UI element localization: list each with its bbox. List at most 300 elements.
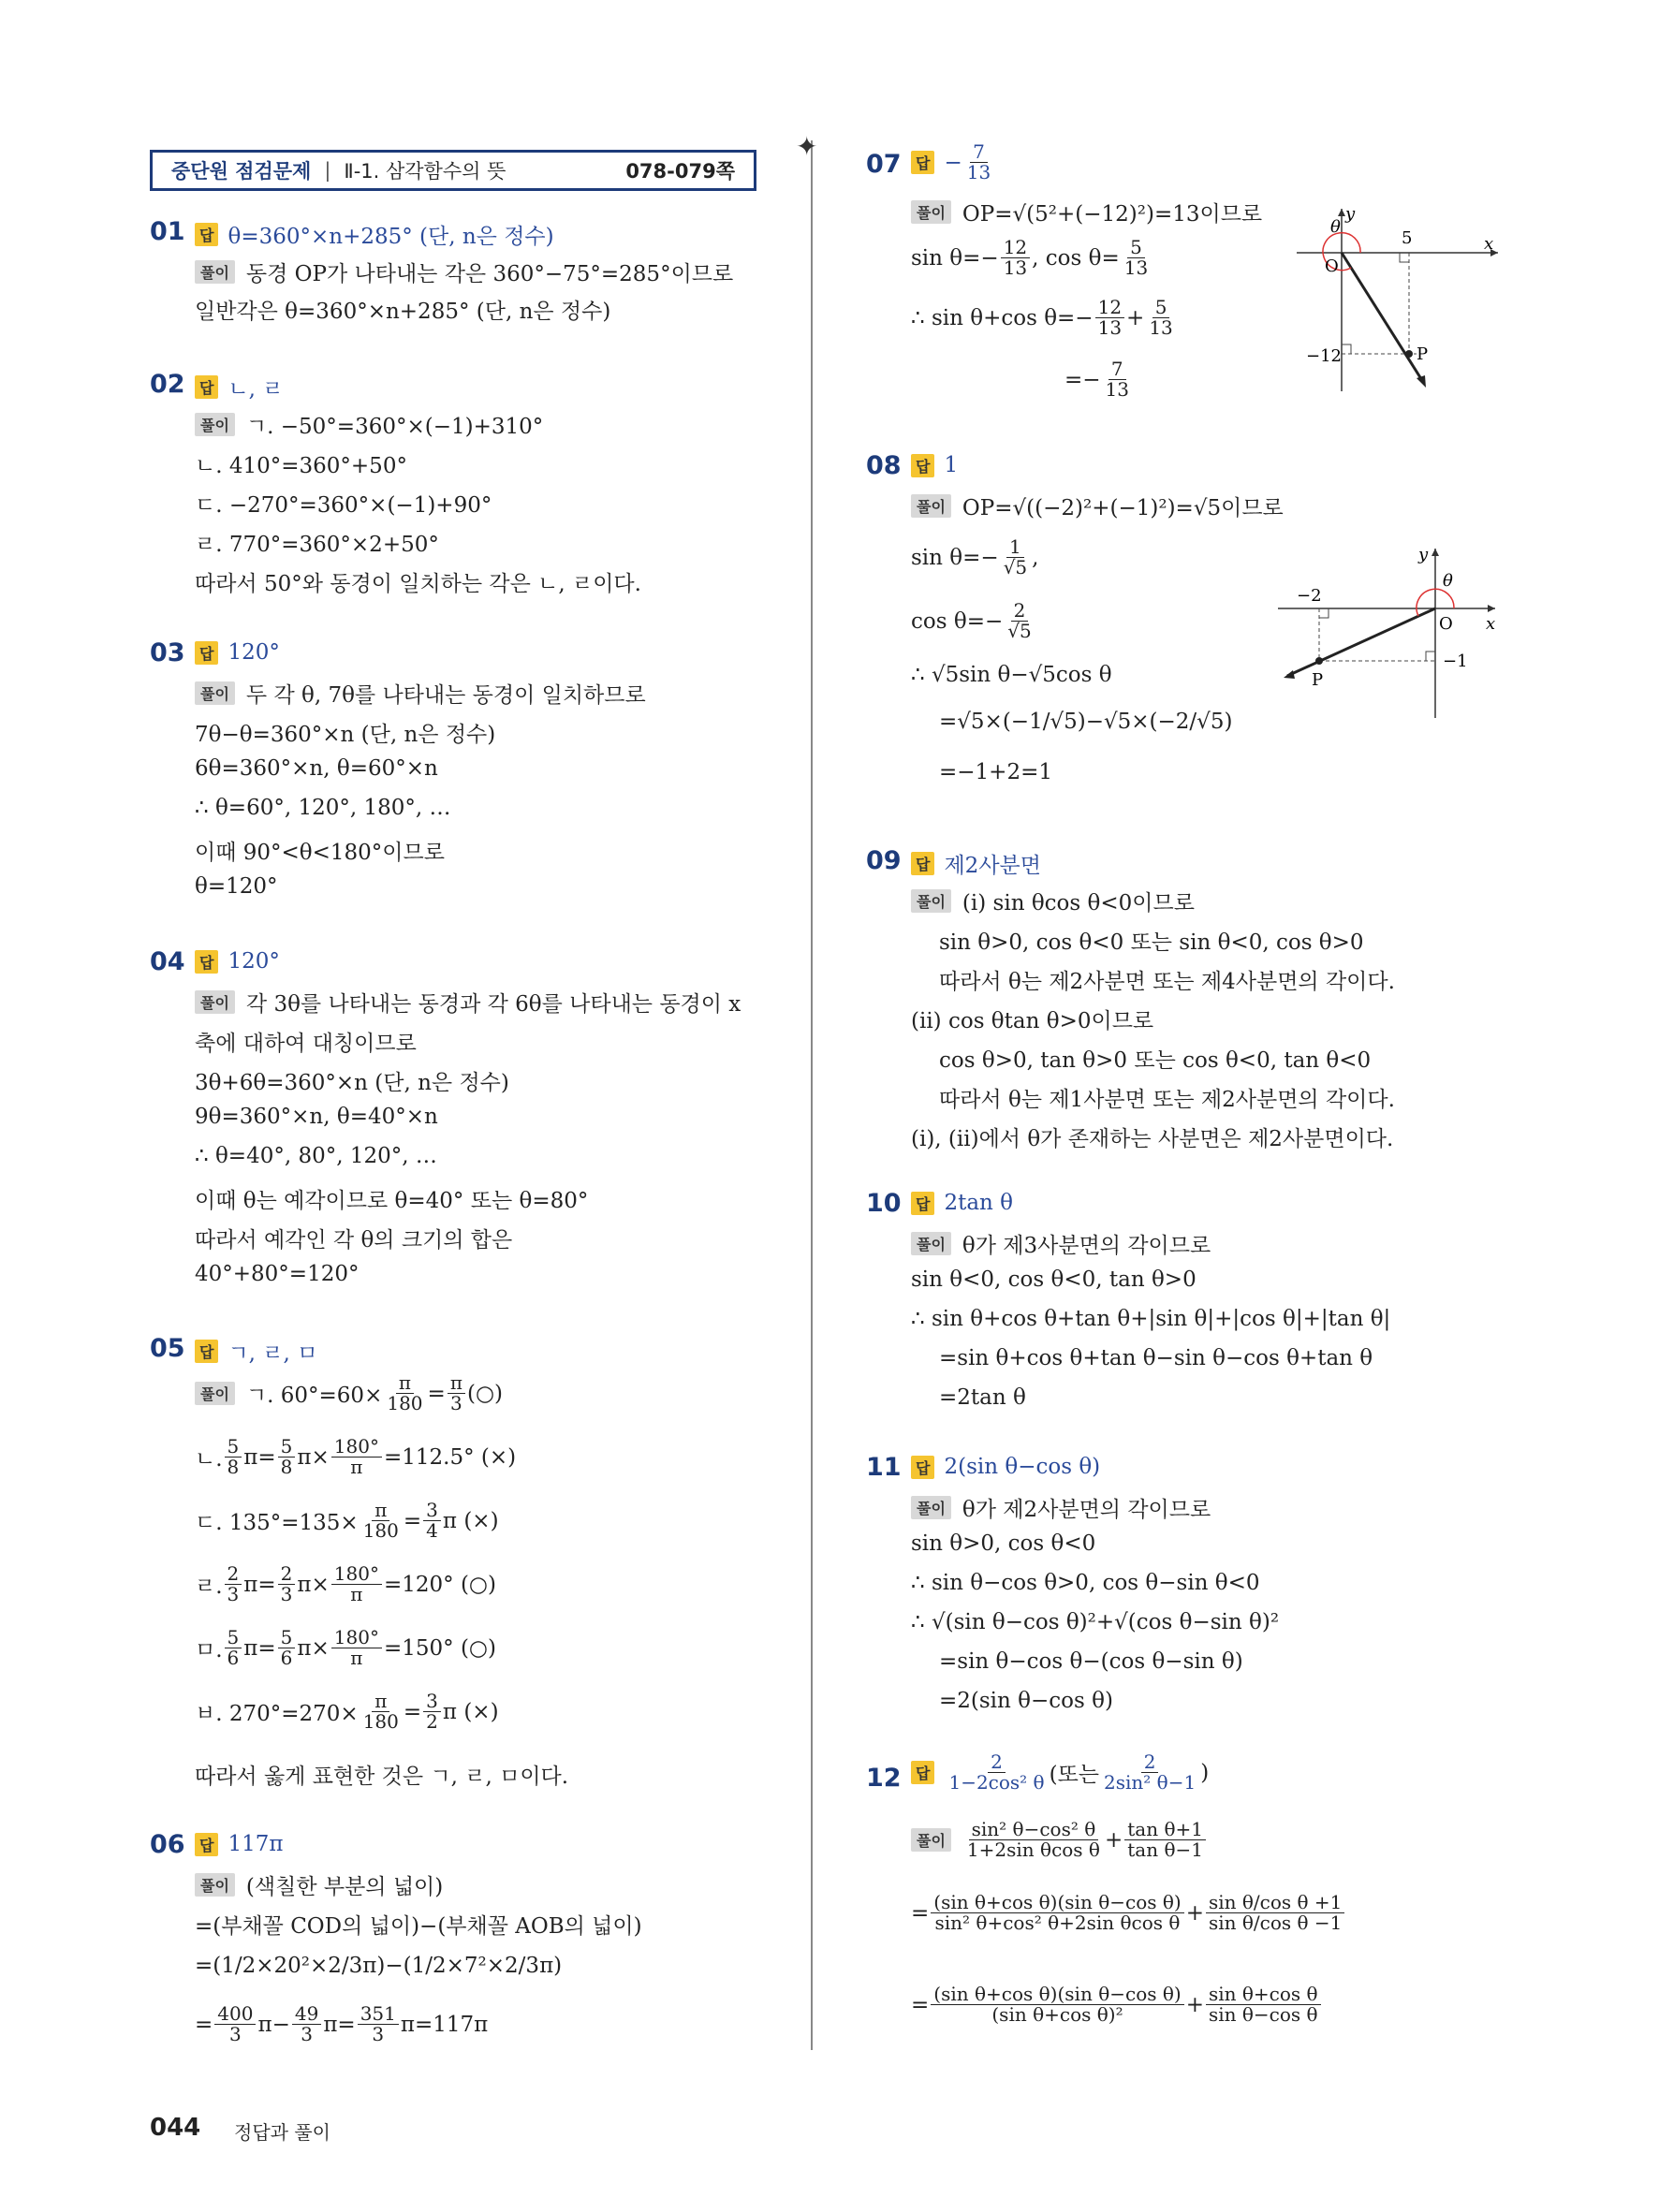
text: = (403, 1508, 422, 1533)
solution-line: θ=120° (195, 874, 278, 899)
text: = (911, 1900, 930, 1926)
solution-line: sin θ>0, cos θ<0 (911, 1531, 1096, 1556)
text: θ가 제2사분면의 각이므로 (962, 1498, 1211, 1522)
answer (911, 1455, 1100, 1479)
fraction (931, 1893, 1183, 1933)
denominator: 3 (280, 1583, 293, 1605)
right-angle-mark (1400, 253, 1409, 262)
text: ㄹ. (195, 1575, 223, 1599)
solution-line (911, 1893, 1346, 1933)
text: (○) (466, 1381, 503, 1406)
denominator: sin² θ+cos² θ+2sin θcos θ (934, 1912, 1181, 1934)
coordinate-figure (1278, 545, 1503, 723)
denominator: 3 (301, 2023, 313, 2045)
arrow-icon (1338, 209, 1345, 216)
denominator: π (350, 1456, 363, 1478)
answer-text: 2(sin θ−cos θ) (944, 1455, 1101, 1479)
header-separator: | (324, 159, 331, 182)
fraction (278, 1437, 296, 1477)
header-title: 중단원 점검문제 (171, 160, 312, 183)
problem-number: 06 (150, 1830, 185, 1859)
solution-line (911, 1985, 1323, 2025)
solution-line: cos θ>0, tan θ>0 또는 cos θ<0, tan θ<0 (939, 1048, 1372, 1073)
denominator: 2 (426, 1710, 438, 1733)
problem-number: 09 (866, 846, 902, 875)
solution-tag: 풀이 (911, 1496, 951, 1519)
numerator: 5 (225, 1628, 242, 1648)
solution-tag: 풀이 (911, 1828, 951, 1852)
denominator: 8 (227, 1456, 240, 1478)
solution-line (195, 678, 646, 709)
text: π= (323, 2012, 356, 2037)
numerator: 5 (278, 1437, 296, 1458)
denominator: 3 (450, 1392, 462, 1414)
solution-line: ㄹ. 770°=360°×2+50° (195, 533, 439, 557)
text: − (944, 150, 962, 175)
solution-line (911, 1492, 1211, 1523)
fraction (1103, 359, 1132, 400)
fraction (384, 1373, 425, 1414)
text: 두 각 θ, 7θ를 나타내는 동경이 일치하므로 (245, 683, 646, 708)
fraction (278, 1564, 296, 1604)
text: = (403, 1699, 422, 1724)
fraction (964, 142, 993, 183)
text: =− (1064, 367, 1101, 392)
solution-line (1064, 359, 1134, 400)
solution-line: 40°+80°=120° (195, 1262, 360, 1286)
denominator: 1−2cos² θ (948, 1771, 1045, 1794)
fraction (358, 2004, 399, 2044)
solution-line: sin θ<0, cos θ<0, tan θ>0 (911, 1267, 1197, 1292)
numerator: 180° (331, 1437, 382, 1458)
answer-text: 120° (228, 949, 280, 974)
denominator: 180 (362, 1710, 399, 1733)
text: , (1032, 545, 1039, 570)
fraction (1005, 601, 1034, 641)
fraction (225, 1564, 242, 1604)
solution-line (911, 197, 1262, 227)
coordinate-figure (1297, 204, 1503, 391)
answer (911, 453, 958, 477)
text: OP=√(5²+(−12)²)=13이므로 (962, 202, 1263, 227)
solution-line: =−1+2=1 (939, 760, 1052, 784)
denominator: 13 (1097, 316, 1123, 339)
fraction (448, 1373, 465, 1414)
fraction (1122, 238, 1151, 278)
fraction (1095, 298, 1124, 338)
text: ㄱ. 60°=60× (245, 1384, 383, 1408)
solution-line (911, 298, 1178, 338)
numerator: 2 (988, 1752, 1006, 1773)
answer-text: 1 (944, 453, 959, 477)
text: θ가 제3사분면의 각이므로 (962, 1234, 1211, 1258)
text: ㄱ. −50°=360°×(−1)+310° (245, 415, 544, 439)
numerator: 1 (1006, 537, 1024, 558)
text: = (427, 1381, 446, 1406)
label-theta: θ (1330, 217, 1341, 237)
section-header (150, 150, 756, 191)
denominator: 6 (280, 1647, 293, 1669)
numerator: (sin θ+cos θ)(sin θ−cos θ) (931, 1985, 1183, 2005)
answer (195, 372, 284, 403)
denominator: 13 (966, 161, 991, 183)
text: + (1185, 1992, 1204, 2017)
denominator: π (350, 1647, 363, 1669)
label-theta: θ (1443, 571, 1453, 591)
text: sin θ=− (911, 245, 999, 271)
numerator: π (372, 1692, 389, 1712)
text: + (1104, 1827, 1123, 1853)
text: π× (297, 1635, 330, 1661)
answer-text: 117π (228, 1832, 284, 1856)
answer-tag: 답 (195, 1833, 218, 1856)
solution-line (911, 601, 1036, 641)
answer (911, 1752, 1209, 1793)
solution-line: 따라서 θ는 제1사분면 또는 제2사분면의 각이다. (939, 1088, 1395, 1112)
solution-line: 축에 대하여 대칭이므로 (195, 1032, 417, 1056)
text: , cos θ= (1032, 245, 1120, 271)
numerator: 5 (278, 1628, 296, 1648)
radius-op (1342, 253, 1423, 382)
numerator: 180° (331, 1564, 382, 1585)
text: cos θ=− (911, 608, 1004, 634)
answer-text: ㄴ, ㄹ (228, 377, 284, 402)
solution-tag: 풀이 (195, 260, 235, 284)
solution-line: =2tan θ (939, 1385, 1026, 1410)
text: π= (243, 1444, 276, 1470)
solution-line (911, 1228, 1211, 1259)
solution-tag: 풀이 (195, 1873, 235, 1897)
text: π× (297, 1572, 330, 1597)
text: + (1185, 1900, 1204, 1926)
answer-text: ㄱ, ㄹ, ㅁ (228, 1341, 318, 1366)
numerator: 49 (292, 2004, 321, 2025)
solution-line: 따라서 예각인 각 θ의 크기의 합은 (195, 1228, 513, 1252)
solution-line: 9θ=360°×n, θ=40°×n (195, 1105, 438, 1129)
solution-line: 따라서 옳게 표현한 것은 ㄱ, ㄹ, ㅁ이다. (195, 1765, 569, 1789)
numerator: 2 (1011, 601, 1029, 622)
column-divider (811, 140, 813, 2050)
text: ∴ sin θ+cos θ=− (911, 305, 1094, 330)
answer-text: θ=360°×n+285° (단, n은 정수) (228, 225, 554, 249)
solution-line: ∴ sin θ−cos θ>0, cos θ−sin θ<0 (911, 1571, 1260, 1595)
label-origin: O (1325, 256, 1339, 276)
header-section: Ⅱ-1. 삼각함수의 뜻 (344, 160, 507, 183)
problem-number: 10 (866, 1189, 902, 1218)
label-x: x (1486, 614, 1496, 634)
solution-line: 3θ+6θ=360°×n (단, n은 정수) (195, 1071, 509, 1095)
problem-number: 04 (150, 947, 185, 976)
header-pages: 078-079쪽 (625, 160, 735, 183)
numerator: 7 (1108, 359, 1126, 380)
right-angle-mark (1342, 344, 1351, 354)
solution-line: =sin θ+cos θ+tan θ−sin θ−cos θ+tan θ (939, 1346, 1373, 1370)
denominator: 1+2sin θcos θ (966, 1838, 1100, 1861)
page-number: 044 (150, 2114, 201, 2142)
solution-line: =(1/2×20²×2/3π)−(1/2×7²×2/3π) (195, 1954, 563, 1978)
solution-tag: 풀이 (911, 200, 951, 224)
answer (195, 1336, 317, 1367)
text: 각 3θ를 나타내는 동경과 각 6θ를 나타내는 동경이 x (245, 992, 741, 1017)
ornament-icon: ✦ (796, 131, 818, 162)
solution-line: ∴ θ=40°, 80°, 120°, … (195, 1144, 437, 1168)
label-p: P (1417, 344, 1429, 364)
denominator: 13 (1149, 316, 1173, 339)
numerator: 2 (278, 1564, 296, 1585)
problem-number: 03 (150, 638, 185, 667)
solution-line: =sin θ−cos θ−(cos θ−sin θ) (939, 1649, 1243, 1674)
denominator: sin θ/cos θ −1 (1208, 1912, 1343, 1934)
solution-line: 이때 90°<θ<180°이므로 (195, 841, 445, 865)
text: π=117π (400, 2012, 489, 2037)
numerator: 180° (331, 1628, 382, 1648)
text: (ⅰ) sin θcos θ<0이므로 (962, 891, 1195, 916)
fraction (1206, 1893, 1344, 1933)
solution-line: sin θ>0, cos θ<0 또는 sin θ<0, cos θ>0 (939, 930, 1364, 955)
text: + (1126, 305, 1145, 330)
answer-tag: 답 (911, 454, 934, 477)
problem-number: 12 (866, 1764, 902, 1793)
numerator: 351 (358, 2004, 399, 2025)
right-angle-mark (1319, 608, 1329, 618)
solution-line (911, 491, 1284, 521)
numerator: 2 (1141, 1752, 1159, 1773)
point-p (1405, 350, 1413, 358)
fraction (423, 1501, 441, 1541)
fraction (278, 1628, 296, 1668)
answer-text: 2tan θ (944, 1191, 1014, 1215)
label-minus-12: −12 (1306, 346, 1342, 366)
answer-tag: 답 (195, 223, 218, 246)
answer (911, 848, 1041, 879)
footer-text: 정답과 풀이 (234, 2121, 330, 2144)
solution-line (911, 1820, 1208, 1860)
problem-number: 05 (150, 1334, 185, 1363)
solution-line: 일반각은 θ=360°×n+285° (단, n은 정수) (195, 300, 611, 324)
answer-tag: 답 (911, 1761, 934, 1784)
text: OP=√((−2)²+(−1)²)=√5이므로 (962, 496, 1284, 520)
numerator: 12 (1095, 298, 1124, 318)
text: = (195, 2012, 213, 2037)
label-origin: O (1439, 614, 1453, 634)
text: = (911, 1992, 930, 2017)
solution-line: (ⅰ), (ⅱ)에서 θ가 존재하는 사분면은 제2사분면이다. (911, 1127, 1394, 1151)
solution-line (195, 409, 543, 440)
problem-number: 11 (866, 1453, 902, 1482)
denominator: 6 (227, 1647, 240, 1669)
solution-line-d (195, 1564, 496, 1604)
label-y: y (1418, 545, 1429, 564)
denominator: 13 (1123, 256, 1149, 279)
answer-tag: 답 (195, 375, 218, 399)
numerator: 5 (225, 1437, 242, 1458)
denominator: 180 (362, 1519, 399, 1542)
fraction (1001, 238, 1030, 278)
label-5: 5 (1402, 228, 1413, 248)
answer (195, 640, 280, 665)
numerator: 2 (225, 1564, 242, 1585)
solution-line: =2(sin θ−cos θ) (939, 1689, 1113, 1713)
solution-line: 6θ=360°×n, θ=60°×n (195, 756, 438, 781)
text: ㅁ. (195, 1638, 223, 1663)
text: π× (297, 1444, 330, 1470)
solution-line: 따라서 50°와 동경이 일치하는 각은 ㄴ, ㄹ이다. (195, 572, 641, 596)
solution-line-a (195, 1373, 503, 1414)
answer (195, 1832, 284, 1856)
fraction (946, 1752, 1047, 1793)
solution-line-f (195, 1692, 499, 1732)
fraction (331, 1564, 382, 1604)
problem-number: 01 (150, 217, 185, 246)
numerator: sin θ+cos θ (1206, 1985, 1321, 2005)
arrow-icon (1284, 670, 1295, 679)
fraction (423, 1692, 441, 1732)
fraction (214, 2004, 256, 2044)
answer-text: 제2사분면 (944, 854, 1041, 878)
solution-line-b (195, 1437, 516, 1477)
denominator: 13 (1003, 256, 1028, 279)
fraction (225, 1437, 242, 1477)
solution-tag: 풀이 (195, 681, 235, 705)
solution-tag: 풀이 (195, 990, 235, 1014)
answer-text: 120° (228, 640, 280, 665)
fraction (931, 1985, 1183, 2025)
solution-line (911, 238, 1152, 278)
denominator: √5 (1003, 556, 1028, 579)
answer-tag: 답 (195, 641, 218, 665)
fraction (1124, 1820, 1206, 1860)
text: =112.5° (×) (383, 1444, 517, 1470)
denominator: 8 (280, 1456, 293, 1478)
fraction (964, 1820, 1103, 1860)
fraction (225, 1628, 242, 1668)
fraction (331, 1628, 382, 1668)
right-angle-mark (1426, 652, 1435, 661)
numerator: 400 (214, 2004, 256, 2025)
text: (색칠한 부분의 넓이) (245, 1875, 444, 1899)
denominator: 3 (372, 2023, 385, 2045)
answer-tag: 답 (195, 950, 218, 974)
numerator: 3 (423, 1501, 441, 1521)
solution-line: =√5×(−1/√5)−√5×(−2/√5) (939, 710, 1233, 734)
numerator: tan θ+1 (1124, 1820, 1206, 1840)
numerator: 3 (423, 1692, 441, 1712)
denominator: sin θ−cos θ (1208, 2003, 1318, 2026)
solution-line-e (195, 1628, 496, 1668)
problem-number: 07 (866, 150, 902, 179)
numerator: π (372, 1501, 389, 1521)
fraction (360, 1692, 402, 1732)
numerator: 5 (1127, 238, 1145, 258)
label-y: y (1345, 204, 1356, 224)
solution-line: ㄴ. 410°=360°+50° (195, 454, 407, 478)
answer-tag: 답 (911, 1192, 934, 1215)
arrow-icon (1417, 375, 1426, 388)
text: =120° (○) (383, 1572, 496, 1597)
numerator: sin θ/cos θ +1 (1206, 1893, 1344, 1913)
solution-line (195, 987, 741, 1018)
point-p (1315, 657, 1323, 665)
denominator: 3 (227, 1583, 240, 1605)
solution-tag: 풀이 (195, 1382, 235, 1405)
denominator: π (350, 1583, 363, 1605)
solution-tag: 풀이 (911, 494, 951, 518)
text: π= (243, 1572, 276, 1597)
numerator: π (448, 1373, 465, 1394)
answer-tag: 답 (195, 1340, 218, 1363)
solution-tag: 풀이 (911, 889, 951, 913)
text: 동경 OP가 나타내는 각은 360°−75°=285°이므로 (245, 262, 734, 286)
answer-tag: 답 (911, 852, 934, 875)
solution-line (911, 537, 1038, 578)
solution-line: 7θ−θ=360°×n (단, n은 정수) (195, 723, 496, 747)
label-minus-1: −1 (1443, 652, 1468, 671)
radius-op (1287, 608, 1435, 676)
text: =150° (○) (383, 1635, 496, 1661)
text: ) (1200, 1760, 1210, 1785)
text: ㅂ. 270°=270× (195, 1702, 359, 1726)
label-p: P (1312, 670, 1324, 690)
answer-tag: 답 (911, 151, 934, 174)
text: π (×) (442, 1508, 499, 1533)
fraction (1001, 537, 1030, 578)
arrow-icon (1488, 605, 1495, 612)
denominator: √5 (1007, 620, 1032, 642)
denominator: 2sin² θ−1 (1104, 1771, 1197, 1794)
text: ㄴ. (195, 1447, 223, 1472)
denominator: tan θ−1 (1127, 1838, 1203, 1861)
denominator: 4 (426, 1519, 438, 1542)
text: π− (257, 2012, 290, 2037)
text: ㄷ. 135°=135× (195, 1511, 359, 1535)
answer-tag: 답 (911, 1456, 934, 1479)
solution-tag: 풀이 (911, 1232, 951, 1255)
fraction (360, 1501, 402, 1541)
solution-line (195, 2004, 488, 2044)
answer (911, 1191, 1013, 1215)
solution-line-c (195, 1501, 499, 1541)
solution-line: 이때 θ는 예각이므로 θ=40° 또는 θ=80° (195, 1189, 589, 1213)
arrow-icon (1431, 549, 1439, 556)
denominator: (sin θ+cos θ)² (991, 2003, 1123, 2026)
solution-line: (ⅱ) cos θtan θ>0이므로 (911, 1009, 1154, 1033)
problem-number: 08 (866, 451, 902, 480)
text: sin θ=− (911, 545, 999, 570)
text: π= (243, 1635, 276, 1661)
numerator: (sin θ+cos θ)(sin θ−cos θ) (931, 1893, 1183, 1913)
problem-number: 02 (150, 370, 185, 399)
denominator: 180 (387, 1392, 423, 1414)
label-x: x (1484, 234, 1494, 254)
fraction (292, 2004, 321, 2044)
denominator: 3 (229, 2023, 242, 2045)
solution-line: ∴ √(sin θ−cos θ)²+√(cos θ−sin θ)² (911, 1610, 1280, 1634)
fraction (331, 1437, 382, 1477)
answer (911, 142, 995, 183)
solution-line: ∴ θ=60°, 120°, 180°, … (195, 796, 451, 820)
text: π (×) (442, 1699, 499, 1724)
solution-line: 따라서 θ는 제2사분면 또는 제4사분면의 각이다. (939, 970, 1395, 994)
numerator: 7 (970, 142, 988, 163)
solution-line: ㄷ. −270°=360°×(−1)+90° (195, 493, 492, 518)
numerator: 5 (1152, 298, 1170, 318)
solution-line: ∴ sin θ+cos θ+tan θ+|sin θ|+|cos θ|+|tan θ| (911, 1307, 1391, 1331)
fraction (1146, 298, 1175, 338)
numerator: sin² θ−cos² θ (969, 1820, 1099, 1840)
denominator: 13 (1105, 378, 1129, 401)
solution-line: =(부채꼴 COD의 넓이)−(부채꼴 AOB의 넓이) (195, 1914, 642, 1939)
fraction (1101, 1752, 1198, 1793)
